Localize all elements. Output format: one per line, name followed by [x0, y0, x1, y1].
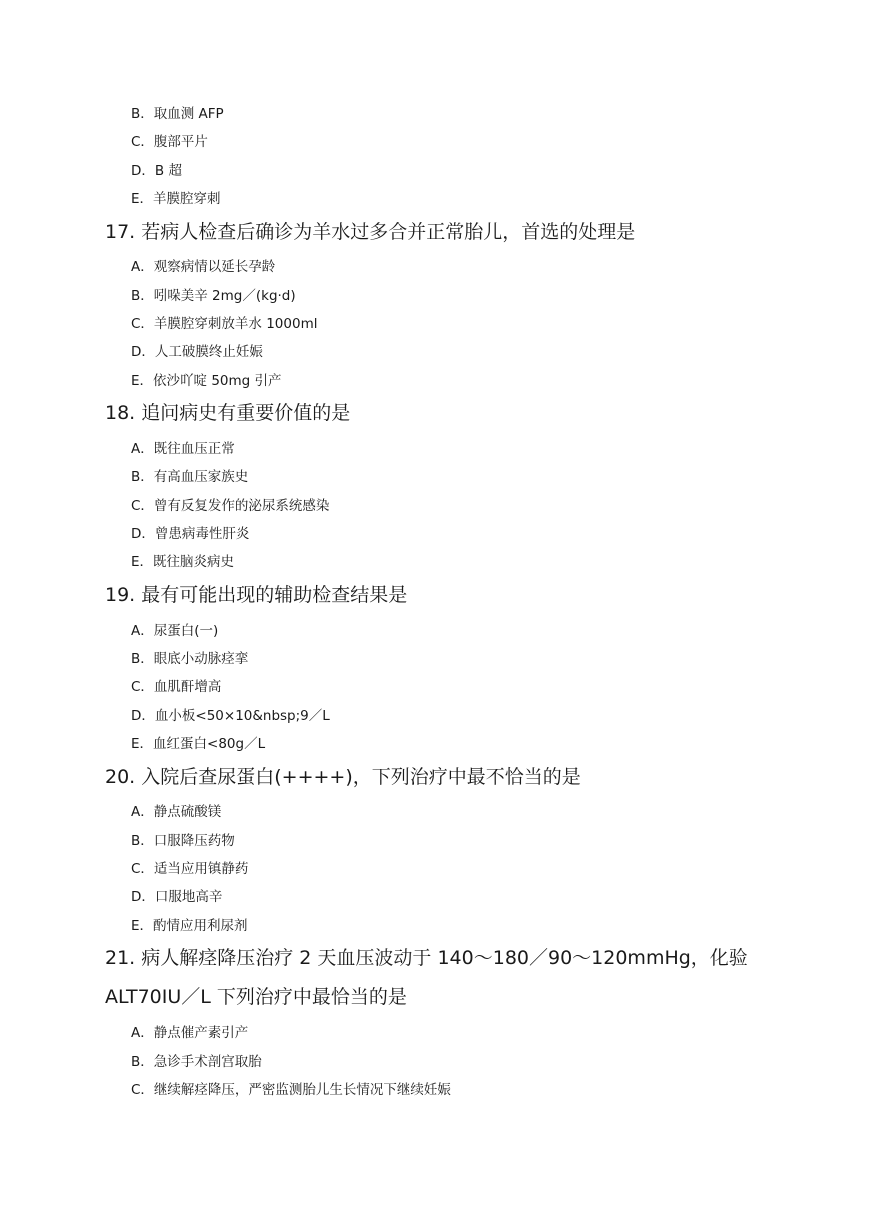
q17-option-e: E．依沙吖啶 50mg 引产 [131, 373, 282, 389]
q20-option-c: C．适当应用镇静药 [131, 861, 249, 877]
q19-question: 19. 最有可能出现的辅助检查结果是 [105, 584, 408, 606]
q17-option-a: A．观察病情以延长孕龄 [131, 259, 276, 275]
q21-option-b: B．急诊手术剖宫取胎 [131, 1054, 262, 1070]
q16-option-e: E．羊膜腔穿刺 [131, 191, 221, 207]
q19-option-d: D．血小板<50×10&nbsp;9／L [131, 708, 330, 724]
q19-option-a: A．尿蛋白(一) [131, 623, 219, 639]
q19-option-b: B．眼底小动脉痉挛 [131, 651, 249, 667]
q21-question-line1: 21. 病人解痉降压治疗 2 天血压波动于 140～180／90～120mmHg，化验 [105, 947, 748, 969]
q18-option-d: D．曾患病毒性肝炎 [131, 526, 250, 542]
q21-option-c: C．继续解痉降压，严密监测胎儿生长情况下继续妊娠 [131, 1082, 451, 1098]
q20-option-e: E．酌情应用利尿剂 [131, 918, 248, 934]
q20-option-a: A．静点硫酸镁 [131, 804, 222, 820]
q21-option-a: A．静点催产素引产 [131, 1025, 249, 1041]
q20-question: 20. 入院后查尿蛋白(++++)，下列治疗中最不恰当的是 [105, 766, 581, 788]
q18-option-e: E．既往脑炎病史 [131, 554, 235, 570]
q19-option-c: C．血肌酐增高 [131, 679, 222, 695]
q18-option-c: C．曾有反复发作的泌尿系统感染 [131, 498, 330, 514]
q21-question-line2: ALT70IU／L 下列治疗中最恰当的是 [105, 986, 407, 1008]
q17-option-b: B．吲哚美辛 2mg／(kg·d) [131, 288, 296, 304]
q20-option-b: B．口服降压药物 [131, 833, 235, 849]
q18-question: 18. 追问病史有重要价值的是 [105, 402, 351, 424]
q16-option-c: C．腹部平片 [131, 134, 208, 150]
q16-option-d: D．B 超 [131, 163, 182, 179]
q20-option-d: D．口服地高辛 [131, 889, 223, 905]
q18-option-a: A．既往血压正常 [131, 441, 235, 457]
q17-option-d: D．人工破膜终止妊娠 [131, 344, 263, 360]
q16-option-b: B．取血测 AFP [131, 106, 224, 122]
q17-question: 17. 若病人检查后确诊为羊水过多合并正常胎儿，首选的处理是 [105, 221, 636, 243]
q18-option-b: B．有高血压家族史 [131, 469, 249, 485]
q17-option-c: C．羊膜腔穿刺放羊水 1000ml [131, 316, 318, 332]
q19-option-e: E．血红蛋白<80g／L [131, 736, 266, 752]
